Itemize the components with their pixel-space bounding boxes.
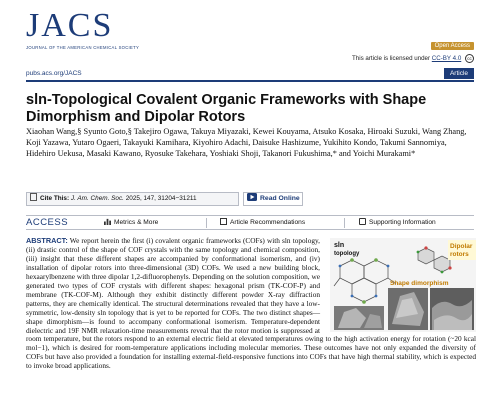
license-link[interactable]: CC-BY 4.0 (431, 55, 462, 63)
toc-sln-label: sln (334, 242, 345, 249)
metrics-more-label: Metrics & More (114, 219, 159, 226)
journal-url[interactable]: pubs.acs.org/JACS (26, 70, 82, 77)
article-title: sln-Topological Covalent Organic Frameworks with Shape Dimorphism and Dipolar Rotors (26, 92, 427, 125)
read-online-button[interactable] (243, 192, 303, 206)
read-online-icon (247, 193, 257, 201)
abstract-text: We report herein the first (i) covalent organic frameworks (COFs) with sln topology, (ii) drastic control of the shape of COF crystals with the same topology and chemical composition, (iii) insight that these different shapes are accompanied by conformational isomerism, and (iv) installation of dipolar rotors into three-dimensional (3D) COFs. We used a new building block, hexaarylbenzene with three dipolar 1,2-difluorophenyls. Depending on the solution composition, we generated two types of COF crystals with different shapes: hexagonal prism (TK-COF-P) and membrane (TK-COF-M). Although they exhibit distinctly different powder X-ray diffraction patterns, they are chemically identical. The structural determinations revealed that they have a low-symmetric, low-density sln topology that is yet to be reported for COFs. The two distinct shapes—shape dimorphism—is found to accompany conformational isomerism. Temperature-dependent dielectric and 19F NMR relaxation-time measurements reveal that the rotor motion is suppressed at room temperature, but the rotors respond to an external electric field at elevated temperatures owing to the high activation energy for rotation (~20 kcal mol−1), which is desired for room-temperature applications including molecular memories. These outcomes have not only expanded the diversity of COFs but have also provided a foundation for installing external-field-responsive functions into COFs that have high thermal stability, which is expected to invoke broad applications. (26, 236, 476, 371)
article-recommendations-link[interactable] (220, 217, 305, 229)
cc-license-icon: cc (465, 54, 474, 63)
logo-subtitle: JOURNAL OF THE AMERICAN CHEMICAL SOCIETY (26, 45, 140, 50)
logo-text: JACS (26, 7, 114, 44)
access-bar (26, 215, 474, 230)
cite-this-box[interactable] (26, 192, 239, 206)
supporting-info-icon (359, 218, 366, 225)
journal-logo (26, 8, 146, 50)
toc-graphic (330, 238, 476, 332)
supporting-information-link[interactable] (359, 217, 436, 229)
cite-reference: 2025, 147, 31204−31211 (125, 195, 197, 202)
header-rule (26, 80, 474, 82)
author-list: Xiaohan Wang,§ Syunto Goto,§ Takejiro Ogawa, Takuya Miyazaki, Kewei Kouyama, Atsuko Kosaka, Hiroaki Suzuki, Wang Zhang, Koji Yazawa, Yutaro Ogaeri, Takayuki Kamihara, Kiyohiro Adachi, Daisuke Hashizume, Yukihito Kondo, Takumi Sannomiya, Hidehiro Uekusa, Masaki Kawano, Ryosuke Takehara, Yoshiaki Shoji, Takanori Fukushima,* and Yoichi Murakami* (26, 127, 467, 159)
toc-topology-label: topology (334, 251, 360, 257)
cite-icon (30, 193, 37, 201)
toc-dipolar-label: Dipolar (450, 243, 473, 250)
open-access-badge: Open Access (431, 42, 474, 50)
access-label: ACCESS (26, 217, 69, 228)
license-notice (352, 54, 474, 63)
bar-divider (344, 218, 345, 228)
read-online-label: Read Online (260, 195, 300, 202)
cite-journal: J. Am. Chem. Soc. (70, 195, 124, 202)
document-icon (220, 218, 227, 225)
bar-divider (206, 218, 207, 228)
toc-shape-dimorphism-label: Shape dimorphism (390, 280, 449, 287)
cite-label: Cite This: (40, 195, 70, 202)
supporting-information-label: Supporting Information (369, 219, 436, 226)
toc-rotors-label: rotors (450, 251, 469, 258)
article-type-tag: Article (444, 68, 474, 79)
bar-chart-icon (104, 218, 111, 225)
article-recommendations-label: Article Recommendations (230, 219, 306, 226)
license-text: This article is licensed under (351, 55, 431, 63)
metrics-more-link[interactable] (104, 217, 158, 229)
abstract-label: ABSTRACT: (26, 236, 68, 245)
